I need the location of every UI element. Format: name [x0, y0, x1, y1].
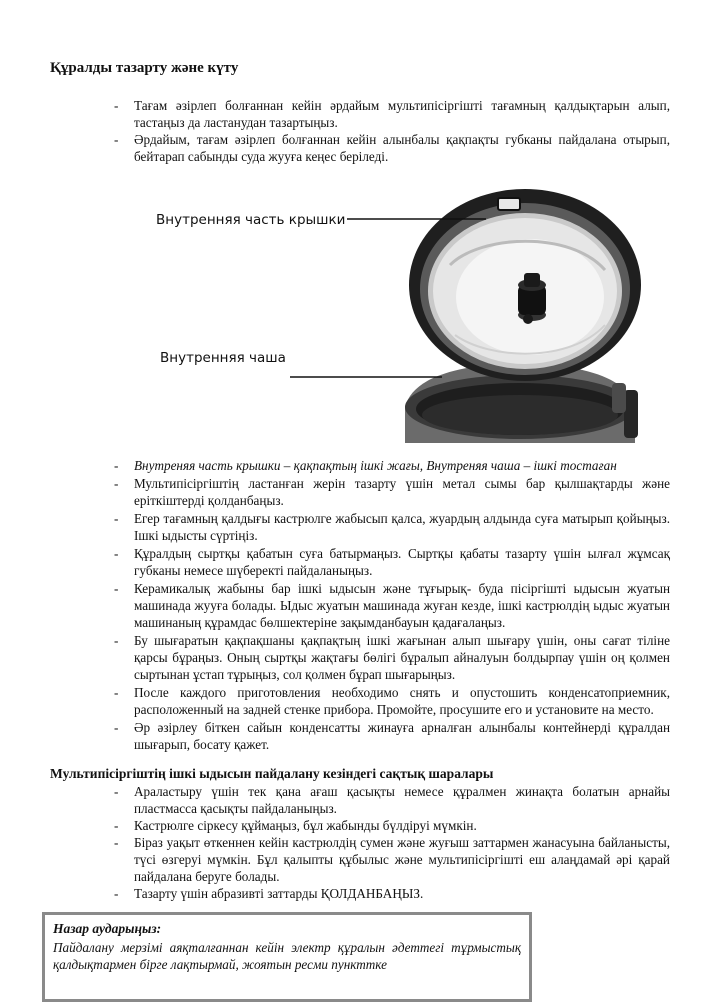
list-item-text: Егер тағамның қалдығы кастрюлге жабысып қалса, жуардың алдында суға матырып қойыңыз. Ішкі ыдысты сүртіңіз.	[134, 511, 670, 543]
list-item	[114, 475, 670, 509]
list-item-text: Құралдың сыртқы қабатын суға батырмаңыз. Сыртқы қабаты тазарту үшін ылғал жұмсақ губканы немесе шүберекті пайдаланыңыз.	[134, 546, 670, 578]
bullet-marker: -	[114, 476, 119, 491]
list-item-text: Әрдайым, тағам әзірлеп болғаннан кейін алынбалы қақпақты губканы пайдалана отырып, бейтарап сабынды суда жууға кеңес беріледі.	[134, 132, 670, 164]
list-item	[114, 719, 670, 753]
list-item-text: Тағам әзірлеп болғаннан кейін әрдайым мультипісіргішті тағамның қалдықтарын алып, тастаңыз да ластанудан тазартыңыз.	[134, 98, 670, 130]
list-item-text: Кастрюлге сіркесу құймаңыз, бұл жабынды бүлдіруі мүмкін.	[134, 818, 477, 833]
list-item	[114, 580, 670, 631]
bullet-marker: -	[114, 581, 119, 596]
bullet-marker: -	[114, 818, 119, 833]
bullet-marker: -	[114, 546, 119, 561]
safety-bullet-list	[114, 783, 670, 902]
bullet-marker: -	[114, 511, 119, 526]
list-item	[114, 885, 670, 902]
list-item	[114, 834, 670, 885]
bullet-marker: -	[114, 685, 119, 700]
list-item-text: Араластыру үшін тек қана ағаш қасықты немесе құралмен жинақта болатын арнайы пластмасса қасықты пайдаланыңыз.	[134, 784, 670, 816]
notice-text: Пайдалану мерзімі аяқталғаннан кейін электр құралын әдеттегі тұрмыстық қалдықтармен бірге лақтырмай, жоятын ресми пункттке	[53, 940, 521, 972]
bullet-marker: -	[114, 132, 119, 147]
list-item	[114, 817, 670, 834]
page-title: Құралды тазарту және күту	[50, 60, 239, 76]
figure-caption	[114, 457, 670, 474]
notice-box	[42, 912, 532, 1002]
bullet-marker: -	[114, 458, 119, 473]
list-item	[114, 97, 670, 131]
bullet-marker: -	[114, 784, 119, 799]
notice-title: Назар аударыңыз:	[53, 921, 162, 936]
list-item	[114, 783, 670, 817]
list-item	[114, 632, 670, 683]
list-item	[114, 684, 670, 718]
list-item	[114, 545, 670, 579]
list-item-text: Керамикалық жабыны бар ішкі ыдысын және тұғырық- буда пісіргішті ыдысын жуатын машинада жууға болады. Ыдыс жуатын машинада жуған кезде, ішкі кастрюлдің ыдыс жуатын машинаның құрамдас бөлшектеріне зақымданбауын қадағалаңыз.	[134, 581, 670, 630]
safety-section-heading: Мультипісіргіштің ішкі ыдысын пайдалану кезіндегі сақтық шаралары	[50, 766, 494, 781]
inner-bowl-label: Внутренняя чаша	[160, 350, 286, 366]
bullet-marker: -	[114, 835, 119, 850]
bullet-marker: -	[114, 633, 119, 648]
list-item	[114, 131, 670, 165]
list-item-text: Мультипісіргіштің ластанған жерін тазарту үшін метал сымы бар қылшақтарды және еріткіштерді қолданбаңыз.	[134, 476, 670, 508]
list-item-text: Біраз уақыт өткеннен кейін кастрюлдің сумен және жуғыш заттармен жанасуына байланысты, түсі өзгеруі мүмкін. Бұл қалыпты құбылыс және мультипісіргішті еш алаңдамай әрі қарай пайдалана беруге болады.	[134, 835, 670, 884]
lid-inner-label: Внутренняя часть крышки	[156, 212, 346, 228]
bullet-marker: -	[114, 886, 119, 901]
list-item-text: Тазарту үшін абразивті заттарды ҚОЛДАНБАҢЫЗ.	[134, 886, 424, 901]
care-bullet-list	[114, 457, 670, 754]
intro-bullet-list	[114, 97, 670, 165]
list-item-text: После каждого приготовления необходимо снять и опустошить конденсатоприемник, расположенный на задней стенке прибора. Промойте, просушите его и установите на место.	[134, 685, 670, 717]
figure-caption-text: Внутреняя часть крышки – қақпақтың ішкі жағы, Внутреняя чаша – ішкі тостаған	[134, 458, 617, 473]
bullet-marker: -	[114, 98, 119, 113]
bullet-marker: -	[114, 720, 119, 735]
list-item	[114, 510, 670, 544]
list-item-text: Әр әзірлеу біткен сайын конденсатты жинауға арналған алынбалы контейнерді құралдан шығарып, босату қажет.	[134, 720, 670, 752]
list-item-text: Бу шығаратын қақпақшаны қақпақтың ішкі жағынан алып шығару үшін, оны сағат тіліне қарсы бұраңыз. Оның сыртқы жақтағы бөлігі бұралып айналуын болдырпау үшін оң қолмен сыртынан ұстап тұрыңыз, сол қолмен бұрап шығарыңыз.	[134, 633, 670, 682]
